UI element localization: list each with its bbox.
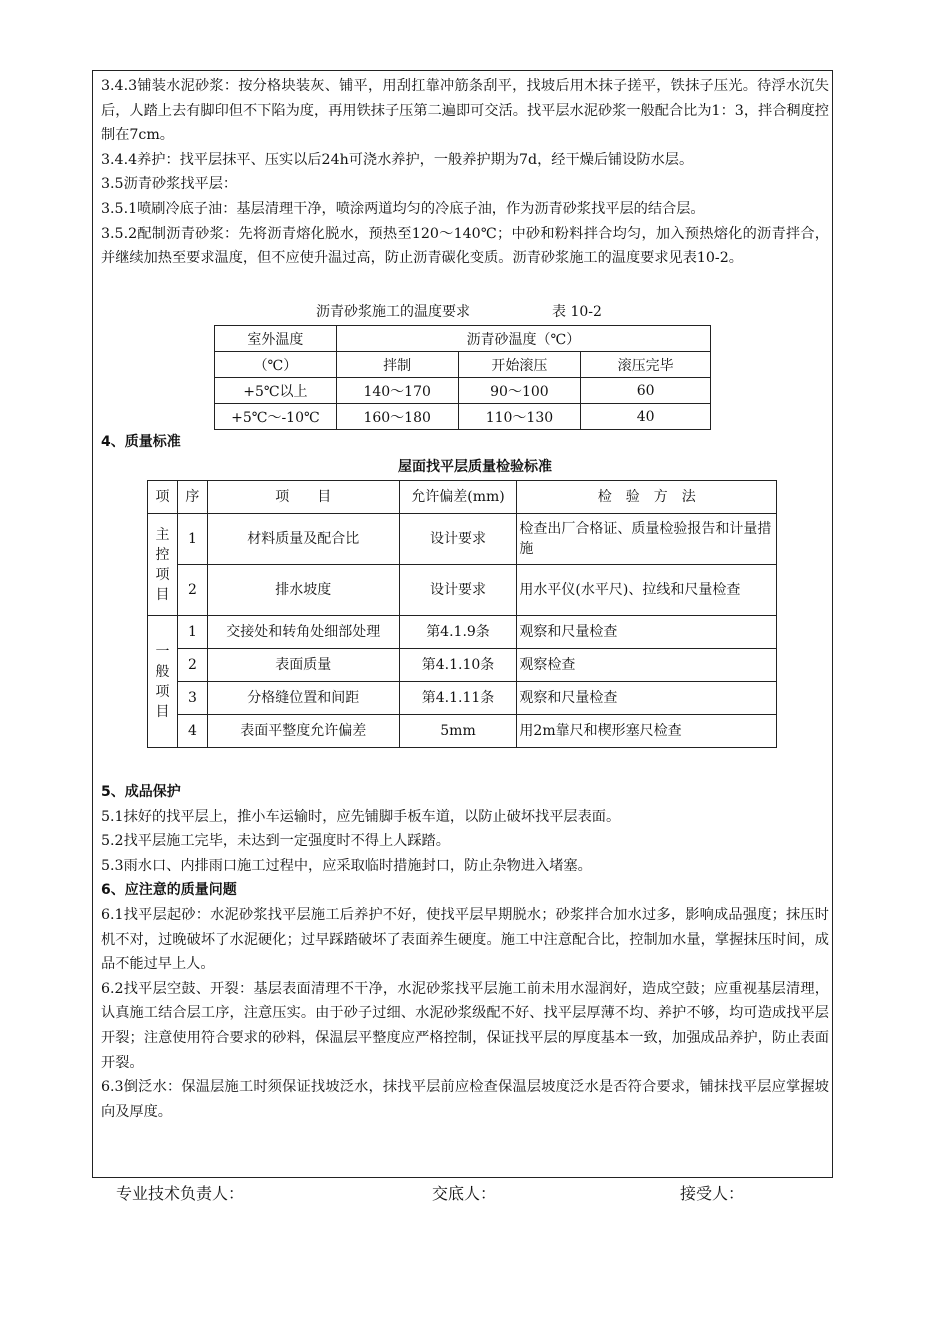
cell: 分格缝位置和间距 <box>207 682 399 715</box>
cell: 观察和尺量检查 <box>517 682 777 715</box>
cell: 4 <box>177 715 207 748</box>
cell: 排水坡度 <box>207 565 399 616</box>
signature-tech-lead: 专业技术负责人： <box>116 1184 245 1203</box>
cell: 观察检查 <box>517 649 777 682</box>
th-seq: 序 <box>177 481 207 514</box>
cell: 第4.1.10条 <box>399 649 517 682</box>
cell: 表面质量 <box>207 649 399 682</box>
cell: 设计要求 <box>399 565 517 616</box>
quality-table <box>147 480 777 748</box>
table-row <box>148 514 777 565</box>
cell: 观察和尺量检查 <box>517 616 777 649</box>
table1-number: 表 10-2 <box>552 304 602 320</box>
cell: 90～100 <box>458 378 581 404</box>
temperature-table <box>214 325 711 430</box>
para-3-5: 3.5沥青砂浆找平层： <box>101 176 238 193</box>
para-6-3: 6.3倒泛水：保温层施工时须保证找坡泛水，抹找平层前应检查保温层坡度泛水是否符合要求，铺抹找平层应掌握坡向及厚度。 <box>101 1079 829 1120</box>
table-row <box>148 616 777 649</box>
para-5-3: 5.3雨水口、内排雨口施工过程中，应采取临时措施封口，防止杂物进入堵塞。 <box>101 857 592 874</box>
signature-receiver: 接受人： <box>680 1184 745 1203</box>
cell: 1 <box>177 514 207 565</box>
table-row <box>148 649 777 682</box>
cell: 用2m靠尺和楔形塞尺检查 <box>517 715 777 748</box>
subhead-roll-end: 滚压完毕 <box>581 352 711 378</box>
para-3-4-4: 3.4.4养护：找平层抹平、压实以后24h可浇水养护，一般养护期为7d，经干燥后铺设防水层。 <box>101 151 694 168</box>
para-3-5-1: 3.5.1喷刷冷底子油：基层清理干净，喷涂两道均匀的冷底子油，作为沥青砂浆找平层的结合层。 <box>101 200 705 217</box>
cell: 60 <box>581 378 711 404</box>
quality-table-title: 屋面找平层质量检验标准 <box>398 459 552 475</box>
cell: +5℃～-10℃ <box>215 404 337 430</box>
section-4-heading: 4、质量标准 <box>101 434 181 450</box>
table-row <box>148 682 777 715</box>
cell: 2 <box>177 649 207 682</box>
group-general: 一 般 项 目 <box>148 616 178 748</box>
subhead-roll-start: 开始滚压 <box>458 352 581 378</box>
cell: 材料质量及配合比 <box>207 514 399 565</box>
cell: 1 <box>177 616 207 649</box>
cell: 第4.1.9条 <box>399 616 517 649</box>
cell: 用水平仪(水平尺)、拉线和尺量检查 <box>517 565 777 616</box>
th-item: 项 <box>148 481 178 514</box>
th-project: 项 目 <box>207 481 399 514</box>
head-asphalt: 沥青砂温度（℃） <box>336 326 710 352</box>
subhead-mix: 拌制 <box>336 352 458 378</box>
cell: 3 <box>177 682 207 715</box>
cell: 5mm <box>399 715 517 748</box>
th-method: 检 验 方 法 <box>517 481 777 514</box>
cell: +5℃以上 <box>215 378 337 404</box>
head-outdoor-unit: （℃） <box>215 352 337 378</box>
cell: 设计要求 <box>399 514 517 565</box>
table-row <box>148 715 777 748</box>
section-5-heading: 5、成品保护 <box>101 784 181 800</box>
th-tolerance: 允许偏差(mm) <box>399 481 517 514</box>
cell: 第4.1.11条 <box>399 682 517 715</box>
para-3-5-2: 3.5.2配制沥青砂浆：先将沥青熔化脱水，预热至120～140℃；中砂和粉料拌合均匀，加入预热熔化的沥青拌合，并继续加热至要求温度，但不应使升温过高，防止沥青碳化变质。沥青砂浆施工的温度要求见表10-2。 <box>101 225 829 267</box>
cell: 40 <box>581 404 711 430</box>
para-5-1: 5.1抹好的找平层上，推小车运输时，应先铺脚手板车道，以防止破坏找平层表面。 <box>101 808 621 825</box>
top-text <box>101 74 829 271</box>
para-6-1: 6.1找平层起砂：水泥砂浆找平层施工后养护不好，使找平层早期脱水；砂浆拌合加水过多，影响成品强度；抹压时机不对，过晚破坏了水泥硬化；过早踩踏破坏了表面养生硬度。施工中注意配合比，控制加水量，掌握抹压时间，成品不能过早上人。 <box>101 906 829 973</box>
cell: 检查出厂合格证、质量检验报告和计量措施 <box>517 514 777 565</box>
cell: 110～130 <box>458 404 581 430</box>
table1-caption: 沥青砂浆施工的温度要求 <box>316 304 470 320</box>
cell: 交接处和转角处细部处理 <box>207 616 399 649</box>
cell: 表面平整度允许偏差 <box>207 715 399 748</box>
table-row <box>215 378 711 404</box>
table-row <box>215 404 711 430</box>
head-outdoor: 室外温度 <box>215 326 337 352</box>
para-5-2: 5.2找平层施工完毕，未达到一定强度时不得上人踩踏。 <box>101 833 450 850</box>
table-row <box>148 565 777 616</box>
cell: 160～180 <box>336 404 458 430</box>
para-3-4-3: 3.4.3铺装水泥砂浆：按分格块装灰、铺平，用刮扛靠冲筋条刮平，找坡后用木抹子搓平，铁抹子压光。待浮水沉失后，人踏上去有脚印但不下陷为度，再用铁抹子压第二遍即可交活。找平层水泥砂浆一般配合比为1：3，拌合稠度控制在7cm。 <box>101 78 829 144</box>
group-main: 主 控 项 目 <box>148 514 178 616</box>
signature-presenter: 交底人： <box>432 1184 497 1203</box>
bottom-text <box>101 780 829 1124</box>
para-6-2: 6.2找平层空鼓、开裂：基层表面清理不干净，水泥砂浆找平层施工前未用水湿润好，造成空鼓；应重视基层清理，认真施工结合层工序，注意压实。由于砂子过细、水泥砂浆级配不好、找平层厚薄不均、养护不够，均可造成找平层开裂；注意使用符合要求的砂料，保温层平整度应严格控制，保证找平层的厚度基本一致，加强成品养护，防止表面开裂。 <box>101 980 829 1071</box>
cell: 140～170 <box>336 378 458 404</box>
cell: 2 <box>177 565 207 616</box>
section-6-heading: 6、应注意的质量问题 <box>101 882 237 899</box>
